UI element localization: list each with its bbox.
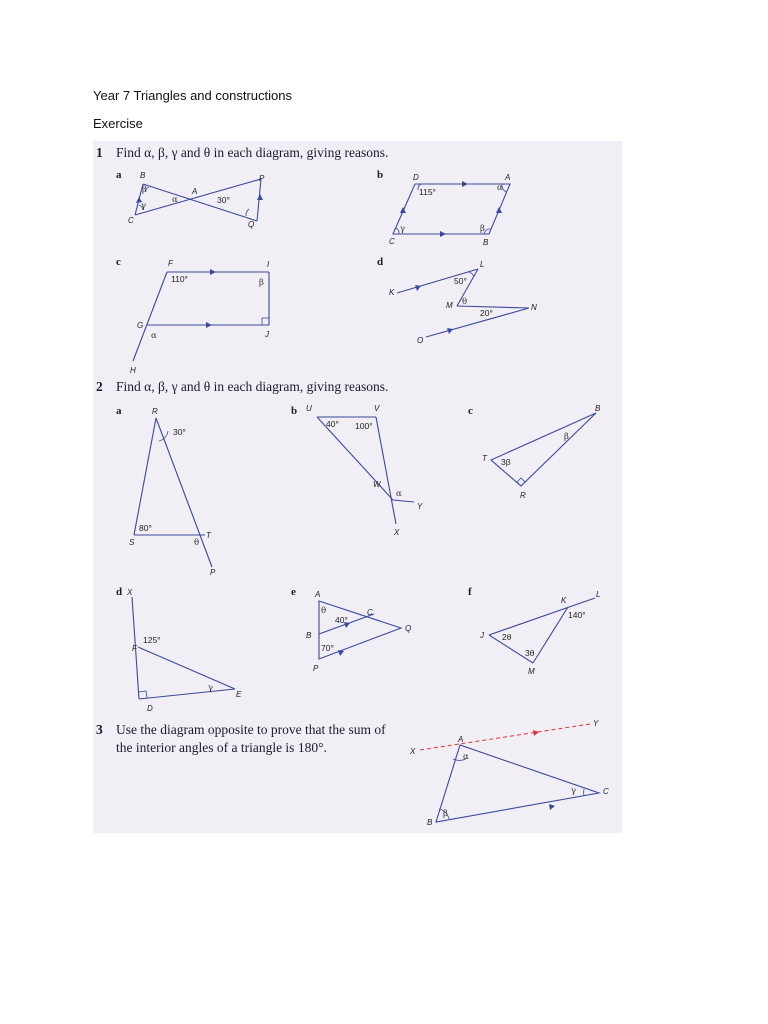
q2c-right-angle bbox=[517, 478, 525, 486]
q1d-theta: θ bbox=[462, 297, 468, 307]
q2a-diagram bbox=[116, 405, 216, 577]
q1c-arrow-top bbox=[210, 269, 216, 275]
q1b-arrow-bottom bbox=[440, 231, 446, 237]
q1a-point-c: C bbox=[128, 216, 134, 225]
q2b-angle2: 100° bbox=[355, 421, 373, 431]
q2a-line-rp bbox=[156, 418, 212, 567]
q3-point-y: Y bbox=[593, 719, 599, 728]
q2e-arrow-pq bbox=[338, 650, 344, 656]
q2c-label: c bbox=[468, 405, 473, 417]
q1a-diagram bbox=[116, 169, 265, 229]
q1b-arrow-right bbox=[496, 207, 502, 213]
q2b-line-vx bbox=[376, 417, 396, 524]
q3-point-a: A bbox=[458, 735, 464, 744]
q1d-arc-l bbox=[469, 272, 474, 277]
q3-point-c: C bbox=[603, 787, 609, 796]
q1a-point-a: A bbox=[192, 187, 198, 196]
q1d-line-mn bbox=[457, 306, 529, 308]
q3-diagram bbox=[409, 719, 609, 827]
q1c-point-f: F bbox=[168, 259, 173, 268]
q2b-alpha: α bbox=[396, 489, 402, 499]
q1c-point-h: H bbox=[130, 366, 136, 375]
q1a-beta: β bbox=[142, 185, 147, 195]
document-subtitle: Exercise bbox=[93, 116, 143, 131]
q2b-point-y: Y bbox=[417, 502, 423, 511]
q2e-angle1: 40° bbox=[335, 615, 348, 625]
q1b-point-b: B bbox=[483, 238, 489, 247]
q2c-3beta: 3β bbox=[501, 457, 511, 467]
q1b-parallelogram bbox=[393, 184, 510, 234]
q2b-point-u: U bbox=[306, 404, 312, 413]
q1d-angle2: 20° bbox=[480, 308, 493, 318]
q2e-point-q: Q bbox=[405, 624, 412, 633]
q3-point-b: B bbox=[427, 818, 433, 827]
q3-triangle bbox=[436, 745, 599, 822]
q1a-point-q: Q bbox=[248, 220, 255, 229]
q2e-point-a: A bbox=[315, 590, 321, 599]
q1c-line-fh bbox=[133, 272, 167, 361]
q1c-point-g: G bbox=[137, 321, 144, 330]
q2f-3theta: 3θ bbox=[525, 648, 535, 658]
q3-line2: the interior angles of a triangle is 180°. bbox=[116, 740, 327, 755]
q2c-point-b: B bbox=[595, 404, 601, 413]
q2c-point-r: R bbox=[520, 491, 526, 500]
q2d-angle: 125° bbox=[143, 635, 161, 645]
q2d-point-x: X bbox=[127, 588, 133, 597]
q2d-gamma: γ bbox=[208, 683, 214, 693]
q2a-angle2: 80° bbox=[139, 523, 152, 533]
q2a-point-r: R bbox=[152, 407, 158, 416]
q1a-line-cp bbox=[135, 179, 261, 215]
document-title: Year 7 Triangles and constructions bbox=[93, 88, 292, 103]
q3-gamma: γ bbox=[571, 786, 577, 796]
q3-arrow-bc bbox=[549, 804, 555, 810]
q2f-point-l: L bbox=[596, 590, 601, 599]
q2f-point-m: M bbox=[528, 667, 535, 676]
q2b-angle1: 40° bbox=[326, 419, 339, 429]
q2f-diagram bbox=[468, 586, 600, 676]
q3-beta: β bbox=[443, 809, 448, 819]
q2e-diagram bbox=[291, 586, 411, 673]
q1c-diagram bbox=[116, 256, 270, 375]
q1d-point-l: L bbox=[480, 260, 485, 269]
q2d-line-de bbox=[139, 689, 235, 699]
q1a-gamma: γ bbox=[141, 201, 147, 211]
q2e-point-p: P bbox=[313, 664, 319, 673]
q3-dashed-line-xy bbox=[420, 724, 590, 750]
q3-line1: Use the diagram opposite to prove that the sum of bbox=[116, 722, 386, 737]
q1-text: Find α, β, γ and θ in each diagram, giving reasons. bbox=[116, 145, 389, 160]
q1a-arc-q bbox=[246, 209, 249, 216]
q1a-label: a bbox=[116, 169, 122, 181]
q1a-alpha: α bbox=[172, 195, 178, 205]
q1b-point-d: D bbox=[413, 173, 419, 182]
q1c-arrow-bottom bbox=[206, 322, 212, 328]
q1a-line-bq bbox=[143, 184, 257, 221]
q1b-arc-c bbox=[396, 228, 399, 234]
q1b-gamma: γ bbox=[400, 224, 406, 234]
q2a-point-p: P bbox=[210, 568, 216, 577]
q1d-diagram bbox=[377, 256, 537, 345]
q2f-label: f bbox=[468, 586, 472, 598]
q2e-label: e bbox=[291, 586, 296, 598]
q1b-angle: 115° bbox=[419, 187, 436, 197]
exercise-figure bbox=[93, 141, 622, 833]
q3-alpha: α bbox=[463, 752, 469, 762]
q1-number: 1 bbox=[96, 145, 103, 160]
q2a-theta: θ bbox=[194, 538, 200, 548]
q1b-arrow-left bbox=[400, 207, 406, 213]
q3-number: 3 bbox=[96, 722, 103, 737]
q2d-point-e: E bbox=[236, 690, 242, 699]
q2f-angle: 140° bbox=[568, 610, 586, 620]
q2d-point-d: D bbox=[147, 704, 153, 713]
exercise-svg bbox=[93, 141, 622, 833]
q1b-diagram bbox=[377, 169, 510, 247]
q2a-angle1: 30° bbox=[173, 427, 186, 437]
q1c-beta: β bbox=[259, 278, 264, 288]
q1b-point-c: C bbox=[389, 237, 395, 246]
q2d-right-angle bbox=[139, 691, 147, 698]
q2d-label: d bbox=[116, 586, 123, 598]
q2f-2theta: 2θ bbox=[502, 632, 512, 642]
q1a-angle: 30° bbox=[217, 195, 230, 205]
q1b-label: b bbox=[377, 169, 384, 181]
q1d-angle1: 50° bbox=[454, 276, 467, 286]
q1c-right-angle bbox=[262, 318, 269, 325]
q2d-point-f: F bbox=[132, 644, 137, 653]
q1a-point-p: P bbox=[259, 174, 265, 183]
q2b-label: b bbox=[291, 405, 298, 417]
q1d-point-m: M bbox=[446, 301, 453, 310]
q2c-diagram bbox=[468, 404, 601, 500]
q1c-point-j: J bbox=[265, 330, 269, 339]
q1d-point-o: O bbox=[417, 336, 424, 345]
q1d-line-on bbox=[426, 308, 529, 337]
q2c-point-t: T bbox=[482, 454, 487, 463]
q2b-point-x: X bbox=[394, 528, 400, 537]
q1d-point-n: N bbox=[531, 303, 537, 312]
q2f-line-mk bbox=[533, 607, 568, 663]
q2b-point-w: W bbox=[373, 480, 381, 489]
q1b-point-a: A bbox=[505, 173, 511, 182]
q2e-angle2: 70° bbox=[321, 643, 334, 653]
q1d-label: d bbox=[377, 256, 384, 268]
q1c-label: c bbox=[116, 256, 121, 268]
q3-point-x: X bbox=[410, 747, 416, 756]
q2d-line-fe bbox=[138, 647, 235, 689]
q1d-point-k: K bbox=[389, 288, 395, 297]
q3-arrow-xy bbox=[533, 730, 539, 736]
q1c-alpha: α bbox=[151, 331, 157, 341]
q2f-point-k: K bbox=[561, 596, 567, 605]
q2-text: Find α, β, γ and θ in each diagram, giving reasons. bbox=[116, 379, 389, 394]
q2c-beta: β bbox=[564, 432, 569, 442]
q2a-line-rs bbox=[134, 418, 156, 535]
q2b-diagram bbox=[291, 404, 423, 537]
q2-number: 2 bbox=[96, 379, 103, 394]
q2a-arc-r bbox=[159, 431, 168, 441]
q2c-triangle bbox=[491, 413, 596, 486]
q2a-label: a bbox=[116, 405, 122, 417]
q1c-point-i: I bbox=[267, 260, 270, 269]
q1a-point-b: B bbox=[140, 171, 146, 180]
q1a-arrow-pq bbox=[257, 194, 263, 200]
q1d-arrow-top bbox=[415, 285, 421, 291]
q2e-theta: θ bbox=[321, 606, 327, 616]
q2d-diagram bbox=[116, 586, 242, 713]
q2a-point-t: T bbox=[206, 531, 211, 540]
q1b-arrow-top bbox=[462, 181, 468, 187]
q2a-point-s: S bbox=[129, 538, 135, 547]
q2b-point-v: V bbox=[374, 404, 380, 413]
q1c-angle: 110° bbox=[171, 274, 188, 284]
q2b-line-wy bbox=[393, 500, 414, 502]
q2e-point-c: C bbox=[367, 608, 373, 617]
q2e-point-b: B bbox=[306, 631, 312, 640]
q1b-alpha: α bbox=[497, 183, 503, 193]
q2f-point-j: J bbox=[480, 631, 484, 640]
q1b-beta: β bbox=[480, 224, 485, 234]
